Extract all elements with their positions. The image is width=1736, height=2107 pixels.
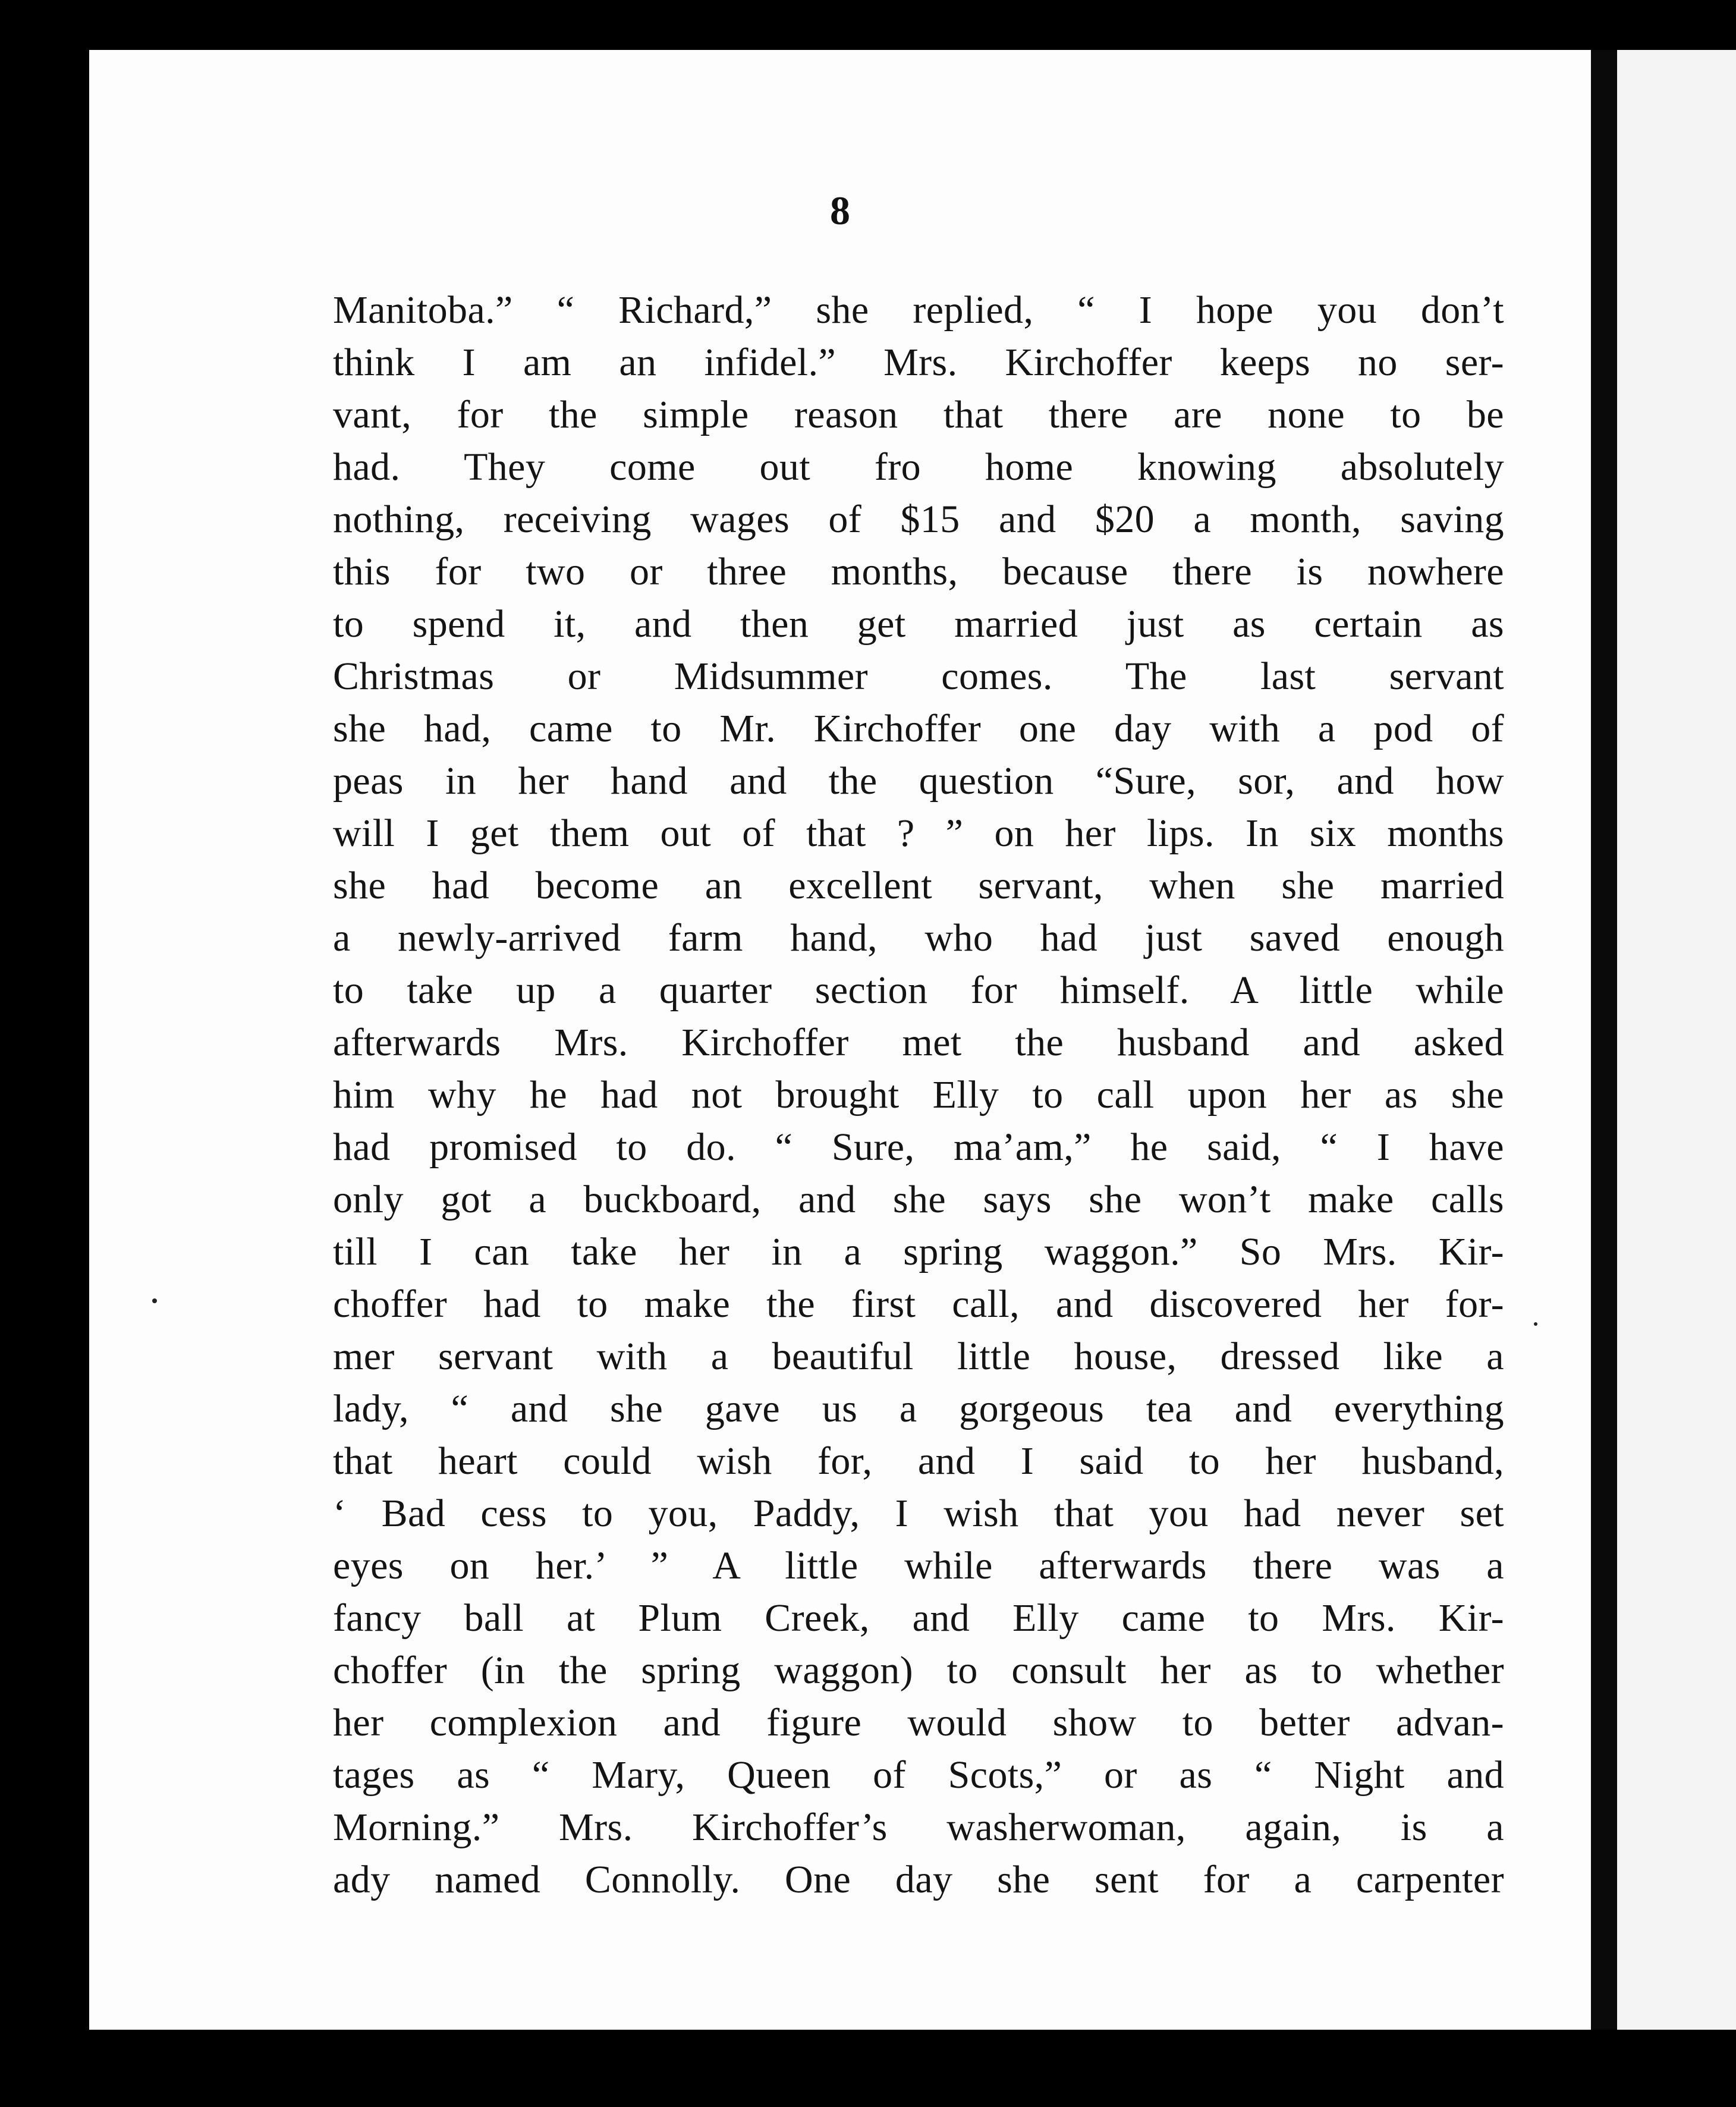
- text-line: a newly-arrived farm hand, who had just saved enough: [333, 916, 1504, 960]
- text-line: that heart could wish for, and I said to her husband,: [333, 1439, 1504, 1483]
- text-line: afterwards Mrs. Kirchoffer met the husband and asked: [333, 1021, 1504, 1064]
- text-line: think I am an infidel.” Mrs. Kirchoffer keeps no ser-: [333, 341, 1504, 384]
- text-line: choffer (in the spring waggon) to consult her as to whether: [333, 1649, 1504, 1692]
- book-gutter: [1591, 50, 1617, 2030]
- text-line: she had, came to Mr. Kirchoffer one day with a pod of: [333, 707, 1504, 750]
- text-line: had. They come out fro home knowing absolutely: [333, 445, 1504, 489]
- text-line: only got a buckboard, and she says she won’t make calls: [333, 1178, 1504, 1221]
- text-line: her complexion and figure would show to better advan-: [333, 1701, 1504, 1744]
- text-line: this for two or three months, because there is nowhere: [333, 550, 1504, 593]
- text-line: had promised to do. “ Sure, ma’am,” he said, “ I have: [333, 1125, 1504, 1169]
- text-line: Manitoba.” “ Richard,” she replied, “ I hope you don’t: [333, 288, 1504, 332]
- text-line: till I can take her in a spring waggon.” So Mrs. Kir-: [333, 1230, 1504, 1273]
- text-line: lady, “ and she gave us a gorgeous tea and everything: [333, 1387, 1504, 1430]
- dust-speck: [152, 1298, 157, 1303]
- text-line: Morning.” Mrs. Kirchoffer’s washerwoman, again, is a: [333, 1806, 1504, 1849]
- text-line: she had become an excellent servant, when she married: [333, 864, 1504, 907]
- text-line: ‘ Bad cess to you, Paddy, I wish that you had never set: [333, 1492, 1504, 1535]
- text-line: peas in her hand and the question “Sure, sor, and how: [333, 759, 1504, 803]
- text-line: to take up a quarter section for himself. A little while: [333, 968, 1504, 1012]
- text-line: him why he had not brought Elly to call upon her as she: [333, 1073, 1504, 1117]
- text-line: eyes on her.’ ” A little while afterwards there was a: [333, 1544, 1504, 1587]
- body-text: [333, 284, 1504, 1906]
- text-line: will I get them out of that ? ” on her lips. In six months: [333, 812, 1504, 855]
- text-line: to spend it, and then get married just as certain as: [333, 602, 1504, 646]
- dust-speck: [1534, 1322, 1537, 1326]
- text-line: tages as “ Mary, Queen of Scots,” or as “ Night and: [333, 1753, 1504, 1797]
- text-line: nothing, receiving wages of $15 and $20 a month, saving: [333, 498, 1504, 541]
- text-line: Christmas or Midsummer comes. The last servant: [333, 655, 1504, 698]
- page-number: 8: [830, 188, 850, 233]
- text-line: mer servant with a beautiful little house, dressed like a: [333, 1335, 1504, 1378]
- book-page: [89, 50, 1591, 2030]
- text-line: fancy ball at Plum Creek, and Elly came to Mrs. Kir-: [333, 1596, 1504, 1640]
- text-line: vant, for the simple reason that there are none to be: [333, 393, 1504, 436]
- text-line: ady named Connolly. One day she sent for a carpenter: [333, 1858, 1504, 1901]
- text-line: choffer had to make the first call, and discovered her for-: [333, 1282, 1504, 1326]
- facing-page-edge: [1617, 50, 1736, 2030]
